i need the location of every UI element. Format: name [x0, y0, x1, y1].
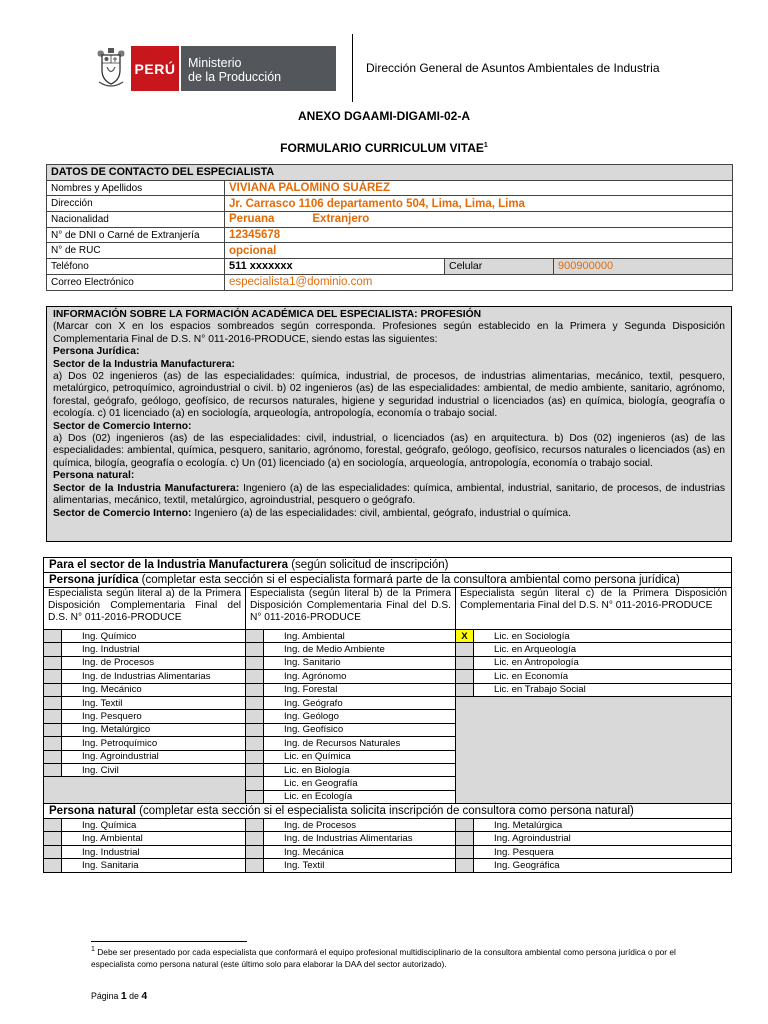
option-label: Ing. Químico — [62, 630, 246, 643]
contact-label-email: Correo Electrónico — [47, 274, 225, 290]
profession-selection-table — [43, 557, 732, 873]
checkbox[interactable] — [456, 845, 474, 858]
checkbox[interactable] — [246, 819, 264, 832]
contact-label-dni: N° de DNI o Carné de Extranjería — [47, 227, 225, 243]
persona-juridica-section — [44, 573, 732, 588]
checkbox[interactable] — [456, 859, 474, 872]
empty-shaded-area — [44, 777, 246, 804]
ministry-line-1: Ministerio — [188, 56, 242, 70]
option-label: Ing. Geólogo — [264, 710, 456, 723]
manufacturing-section-title — [44, 558, 732, 573]
page-current: 1 — [120, 990, 127, 1002]
checkbox[interactable] — [44, 819, 62, 832]
option-label: Ing. Geográfica — [474, 859, 732, 872]
checkbox[interactable] — [246, 643, 264, 656]
option-label: Lic. en Geografía — [264, 777, 456, 790]
checkbox[interactable] — [456, 683, 474, 696]
checkbox[interactable] — [44, 723, 62, 736]
contact-label-phone: Teléfono — [47, 259, 225, 275]
ruc-field[interactable]: opcional — [225, 243, 733, 259]
page-total: 4 — [141, 990, 148, 1002]
checkbox[interactable] — [246, 723, 264, 736]
option-label: Ing. Agroindustrial — [474, 832, 732, 845]
checkbox[interactable] — [246, 790, 264, 803]
option-label: Ing. Industrial — [62, 845, 246, 858]
option-label: Lic. en Sociología — [474, 630, 732, 643]
checkbox[interactable] — [44, 763, 62, 776]
manufacturing-title-rest: (según solicitud de inscripción) — [288, 559, 449, 571]
option-label: Ing. Forestal — [264, 683, 456, 696]
checkbox[interactable] — [44, 845, 62, 858]
option-label: Ing. Pesquero — [62, 710, 246, 723]
checkbox[interactable] — [44, 656, 62, 669]
option-label: Ing. Ambiental — [62, 832, 246, 845]
nationality-peruana[interactable]: Peruana — [229, 213, 275, 226]
option-label: Ing. de Medio Ambiente — [264, 643, 456, 656]
checkbox[interactable] — [456, 832, 474, 845]
persona-natural-section — [44, 804, 732, 819]
option-label: Lic. en Antropología — [474, 656, 732, 669]
checkbox[interactable] — [44, 859, 62, 872]
checkbox-checked[interactable]: X — [456, 630, 474, 643]
option-label: Lic. en Trabajo Social — [474, 683, 732, 696]
option-label: Lic. en Ecología — [264, 790, 456, 803]
option-label: Ing. de Industrias Alimentarias — [62, 670, 246, 683]
checkbox[interactable] — [44, 832, 62, 845]
info-persona-juridica: Persona Jurídica: — [53, 346, 140, 358]
checkbox[interactable] — [246, 845, 264, 858]
page-number — [91, 990, 147, 1002]
footnote-text: Debe ser presentado por cada especialista que conformará el equipo profesional multidisciplinario de la consultora ambiental como persona jurídica o por el especialista como persona natural (este último solo para elaborar la DAA del sector autorizado). — [91, 946, 676, 969]
checkbox[interactable] — [456, 656, 474, 669]
page-label: Página — [91, 991, 119, 1001]
checkbox[interactable] — [44, 737, 62, 750]
empty-shaded-area — [456, 696, 732, 803]
option-label: Ing. de Procesos — [62, 656, 246, 669]
form-title — [0, 141, 768, 155]
cellphone-label: Celular — [445, 259, 554, 275]
contact-label-nationality: Nacionalidad — [47, 212, 225, 228]
column-header-b: Especialista (según literal b) de la Primera Disposición Complementaria Final del D.S. N° 011-2016-PRODUCE — [246, 588, 456, 630]
checkbox[interactable] — [44, 750, 62, 763]
footnote-number: 1 — [91, 946, 95, 953]
checkbox[interactable] — [456, 670, 474, 683]
option-label: Ing. de Industrias Alimentarias — [264, 832, 456, 845]
option-label: Lic. en Economía — [474, 670, 732, 683]
checkbox[interactable] — [246, 656, 264, 669]
option-label: Ing. Civil — [62, 763, 246, 776]
checkbox[interactable] — [44, 683, 62, 696]
checkbox[interactable] — [456, 643, 474, 656]
column-header-a: Especialista según literal a) de la Primera Disposición Complementaria Final del D.S. N° 011-2016-PRODUCE — [44, 588, 246, 630]
option-label: Ing. Pesquera — [474, 845, 732, 858]
checkbox[interactable] — [44, 630, 62, 643]
contact-label-name: Nombres y Apellidos — [47, 180, 225, 196]
checkbox[interactable] — [246, 777, 264, 790]
address-field[interactable]: Jr. Carrasco 1106 departamento 504, Lima, Lima, Lima — [225, 196, 733, 212]
contact-label-ruc: N° de RUC — [47, 243, 225, 259]
info-pn-comercio-text: Ingeniero (a) de las especialidades: civil, ambiental, geógrafo, industrial o química. — [191, 507, 571, 519]
checkbox[interactable] — [246, 763, 264, 776]
country-label: PERÚ — [134, 60, 176, 77]
persona-natural-rest: (completar esta sección si el especialista solicita inscripción de consultora como persona natural) — [135, 805, 634, 818]
checkbox[interactable] — [246, 710, 264, 723]
persona-juridica-rest: (completar esta sección si el especialista formará parte de la consultora ambiental como persona jurídica) — [138, 574, 680, 586]
option-label: Ing. Ambiental — [264, 630, 456, 643]
email-field[interactable]: especialista1@dominio.com — [225, 274, 733, 290]
checkbox[interactable] — [246, 737, 264, 750]
info-sector-comercio: Sector de Comercio Interno: — [53, 420, 192, 432]
cellphone-field[interactable]: 900900000 — [554, 259, 733, 275]
ministry-line-2: de la Producción — [188, 70, 282, 84]
contact-table — [46, 164, 733, 291]
direction-title: Dirección General de Asuntos Ambientales de Industria — [366, 61, 660, 75]
checkbox[interactable] — [246, 750, 264, 763]
checkbox[interactable] — [246, 683, 264, 696]
option-label: Ing. Petroquímico — [62, 737, 246, 750]
anexo-title: ANEXO DGAAMI-DIGAMI-02-A — [297, 109, 470, 123]
contact-label-address: Dirección — [47, 196, 225, 212]
option-label: Ing. de Recursos Naturales — [264, 737, 456, 750]
checkbox[interactable] — [246, 670, 264, 683]
checkbox[interactable] — [44, 670, 62, 683]
option-label: Ing. Textil — [264, 859, 456, 872]
manufacturing-title-bold: Para el sector de la Industria Manufacturera — [49, 559, 289, 571]
info-intro: (Marcar con X en los espacios sombreados según corresponda. Profesiones según establecido en la Primera y Segunda Disposición Complementaria Final de D.S. N° 011-2016-PRODUCE, siendo estas las siguientes: — [53, 321, 725, 345]
footnote — [91, 944, 711, 970]
option-label: Lic. en Química — [264, 750, 456, 763]
option-label: Ing. Sanitario — [264, 656, 456, 669]
persona-natural-bold: Persona natural — [49, 805, 136, 818]
info-sector-industria-text: a) Dos 02 ingenieros (as) de las especialidades: química, industrial, de procesos, de industrias alimentarias, mecánico, textil, pesquero, metalúrgico, petroquímico, agroindustrial o civil. b) 02 ingenieros (as) de las especialidades: ambiental, de medio ambiente, sanitario, agrónomo, forestal, geógrafo, geólogo, geofísico, de recursos naturales, higiene y seguridad industrial o licenciados (as) en química, biología, geografía o ecología. c) 01 licenciado (a) en sociología, arqueología, antropología, economía o trabajo social. — [53, 371, 725, 420]
option-label: Ing. Agrónomo — [264, 670, 456, 683]
persona-juridica-bold: Persona jurídica — [49, 574, 139, 586]
checkbox[interactable] — [44, 643, 62, 656]
info-pn-comercio-label: Sector de Comercio Interno: — [53, 507, 192, 519]
checkbox[interactable] — [246, 832, 264, 845]
form-title-text: FORMULARIO CURRICULUM VITAE — [280, 141, 484, 155]
checkbox[interactable] — [44, 696, 62, 709]
info-pn-industria — [53, 483, 725, 508]
ministry-brand — [181, 46, 336, 91]
coat-of-arms-icon — [94, 46, 128, 91]
footnote-divider — [91, 941, 247, 942]
checkbox[interactable] — [246, 859, 264, 872]
header-divider — [352, 34, 353, 102]
checkbox[interactable] — [44, 710, 62, 723]
option-label: Ing. Metalúrgica — [474, 819, 732, 832]
checkbox[interactable] — [246, 696, 264, 709]
column-header-c: Especialista según literal c) de la Primera Disposición Complementaria Final del D.S. N° 011-2016-PRODUCE — [456, 588, 732, 630]
checkbox[interactable] — [246, 630, 264, 643]
option-label: Ing. Textil — [62, 696, 246, 709]
checkbox[interactable] — [456, 819, 474, 832]
phone-field[interactable]: 511 xxxxxxx — [225, 259, 445, 275]
option-label: Ing. Metalúrgico — [62, 723, 246, 736]
profession-info-box — [46, 306, 732, 542]
name-field[interactable]: VIVIANA PALOMINO SUÁREZ — [225, 180, 733, 196]
option-label: Lic. en Biología — [264, 763, 456, 776]
option-label: Ing. Mecánica — [264, 845, 456, 858]
option-label: Ing. Química — [62, 819, 246, 832]
option-label: Ing. Geógrafo — [264, 696, 456, 709]
option-label: Ing. Mecánico — [62, 683, 246, 696]
info-pn-industria-text: Ingeniero (a) de las especialidades: química, ambiental, industrial, sanitario, de procesos, de industrias alimentarias, mecánico, textil, metalúrgico, agroindustrial, pesquero o geógrafo. — [53, 482, 725, 507]
option-label: Ing. de Procesos — [264, 819, 456, 832]
option-label: Lic. en Arqueología — [474, 643, 732, 656]
nationality-extranjero[interactable]: Extranjero — [312, 213, 370, 226]
option-label: Ing. Geofísico — [264, 723, 456, 736]
option-label: Ing. Industrial — [62, 643, 246, 656]
page-sep: de — [129, 991, 139, 1001]
contact-heading: DATOS DE CONTACTO DEL ESPECIALISTA — [47, 165, 733, 181]
peru-brand — [131, 46, 179, 91]
form-footnote-ref: 1 — [483, 142, 488, 149]
info-sector-industria: Sector de la Industria Manufacturera: — [53, 358, 235, 370]
info-persona-natural: Persona natural: — [53, 470, 135, 482]
dni-field[interactable]: 12345678 — [225, 227, 733, 243]
info-pn-industria-label: Sector de la Industria Manufacturera: — [53, 482, 240, 494]
option-label: Ing. Sanitaria — [62, 859, 246, 872]
info-sector-comercio-text: a) Dos (02) ingenieros (as) de las especialidades: civil, industrial, o licenciados (as) en arquitectura. b) Dos (02) ingenieros (as) de las especialidades: ambiental, química, pesquero, sanitario, agrónomo, forestal, geógrafo, geólogo, geofísico, recursos naturales o licenciados (as) en química, bilogía, geografía o ecología. c) Un (01) licenciado (a) en sociología, arqueología, antropología, economía o trabajo social. — [53, 433, 725, 469]
info-title: INFORMACIÓN SOBRE LA FORMACIÓN ACADÉMICA DEL ESPECIALISTA: PROFESIÓN — [53, 309, 482, 320]
nationality-field[interactable] — [225, 212, 733, 228]
option-label: Ing. Agroindustrial — [62, 750, 246, 763]
info-pn-comercio — [53, 508, 725, 520]
